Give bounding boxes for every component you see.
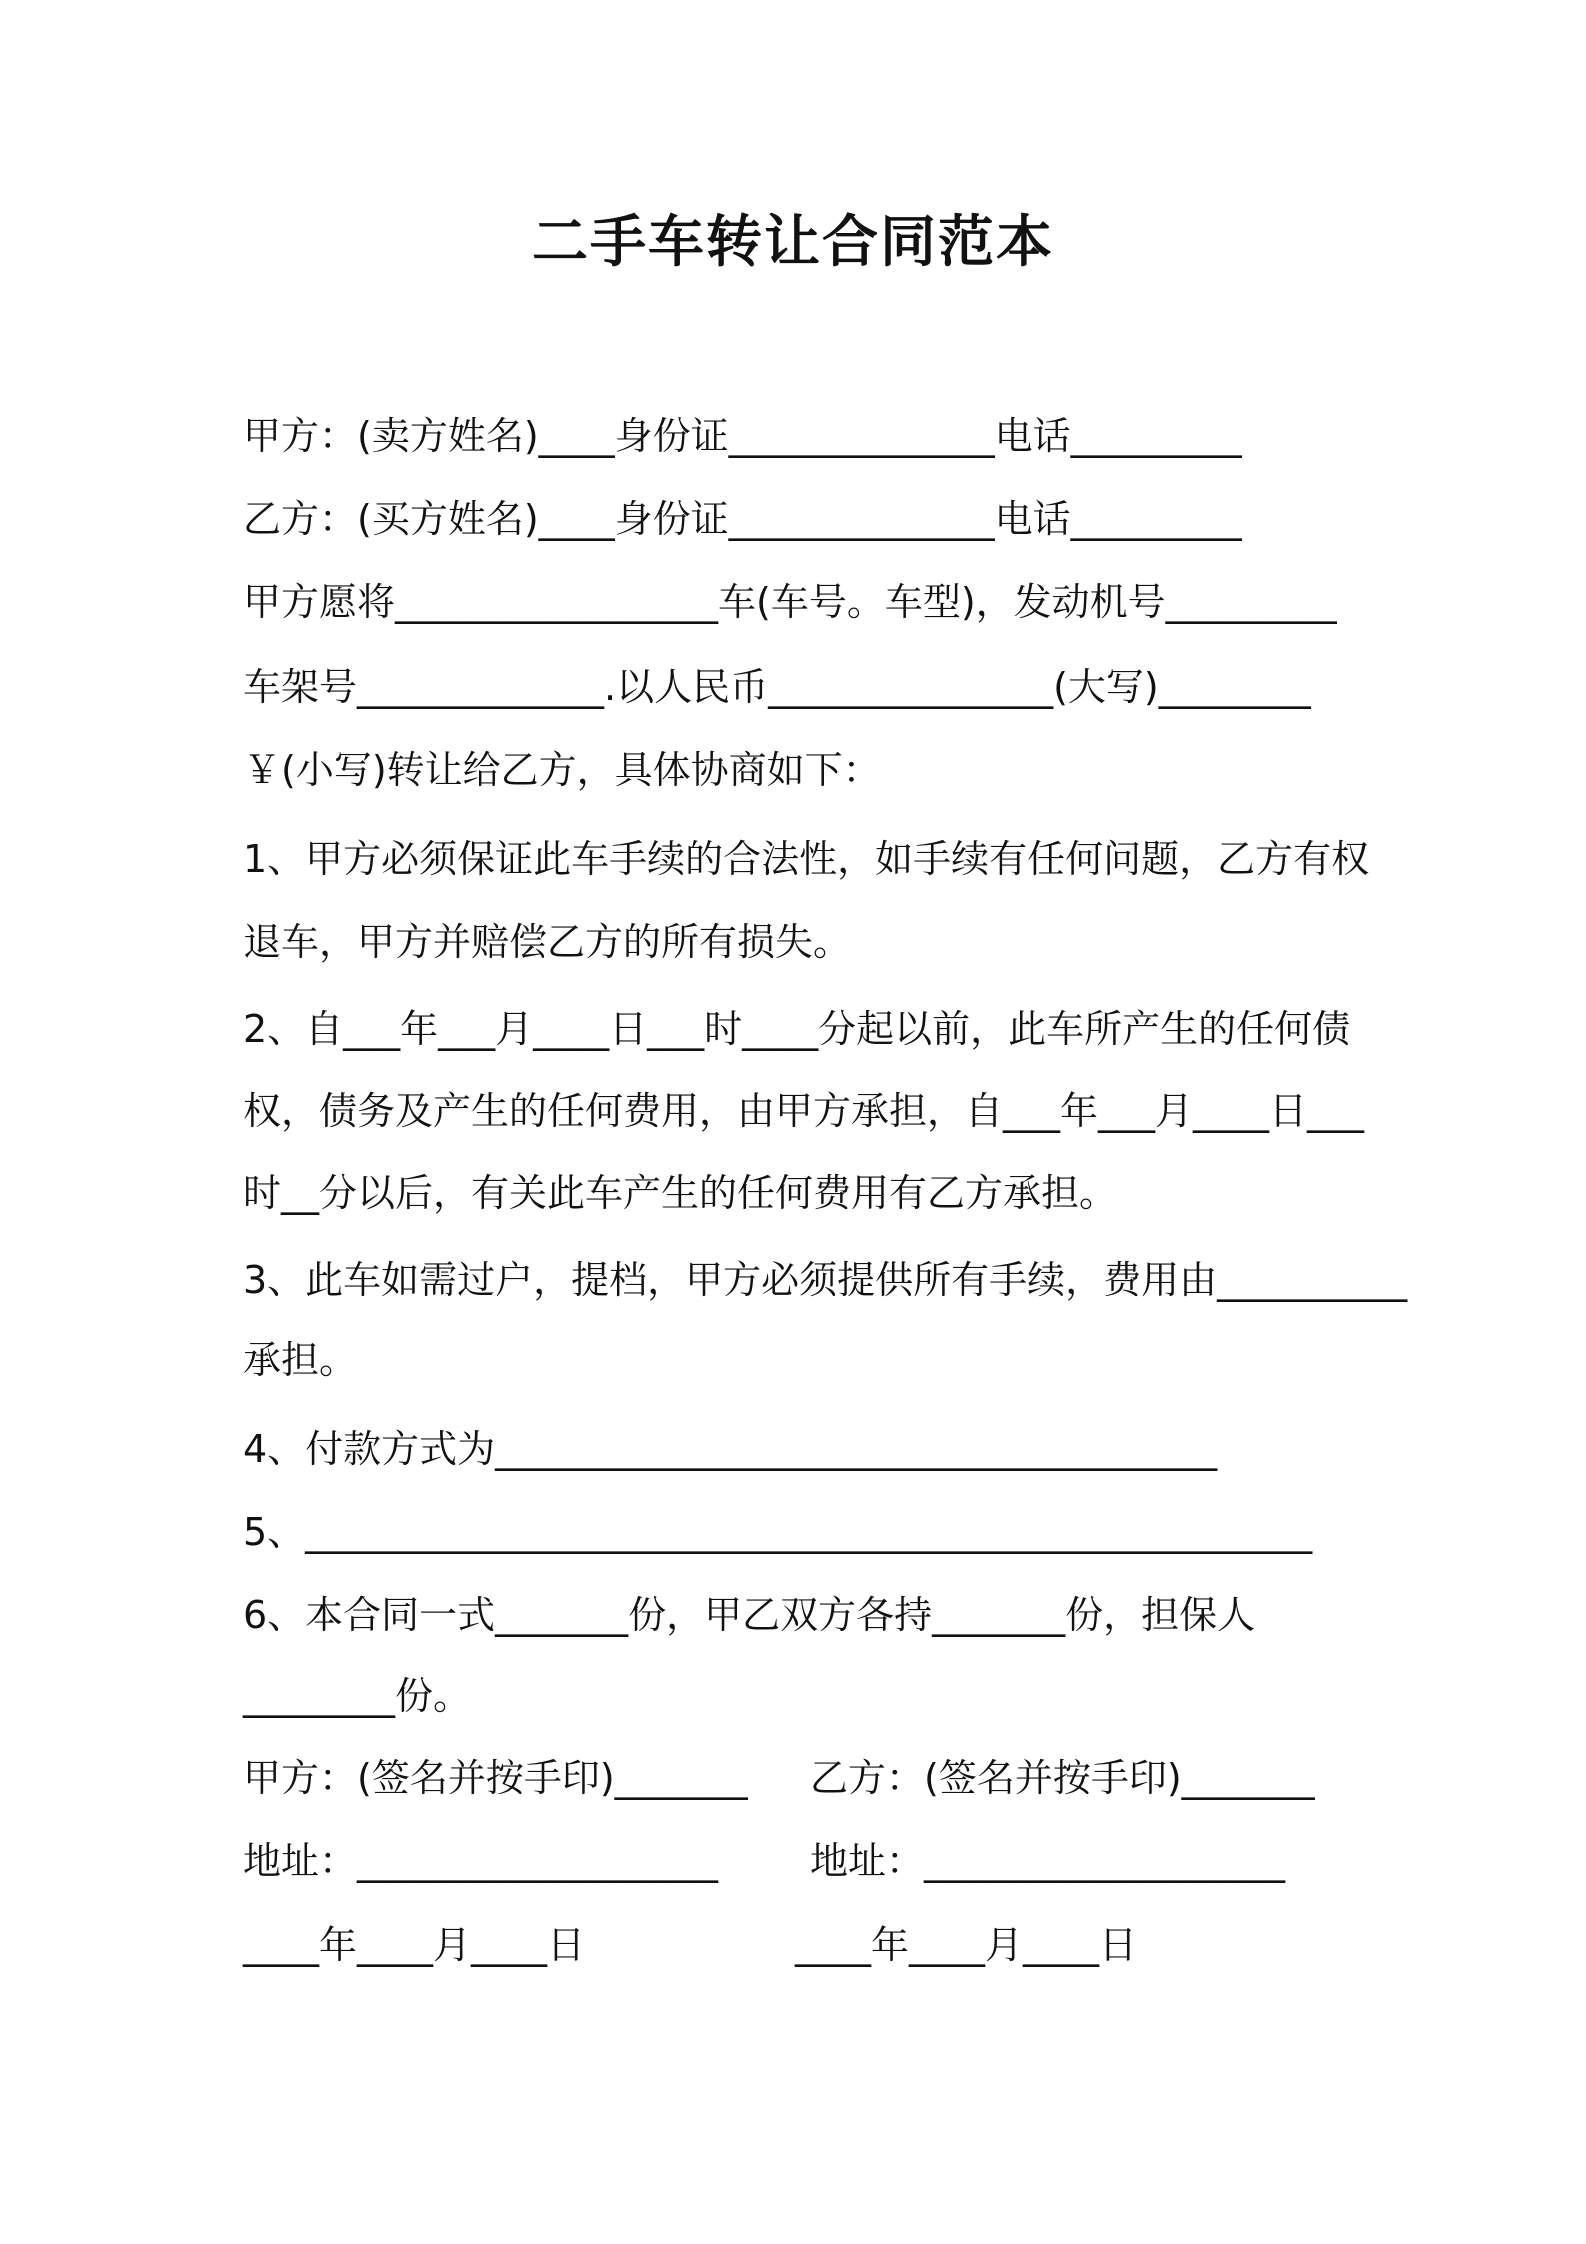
clause-5-line: 5、_____________________________________________________ (243, 1510, 1313, 1554)
clause-3-line-2: 承担。 (243, 1338, 358, 1382)
vehicle-line: 甲方愿将_________________车(车号。车型)，发动机号_________ (243, 580, 1337, 624)
transfer-intro-line: ￥(小写)转让给乙方，具体协商如下： (243, 748, 881, 792)
page-title: 二手车转让合同范本 (532, 210, 1054, 275)
party-a-signature: 甲方：(签名并按手印)_______ (243, 1756, 748, 1800)
clause-1-line-1: 1、甲方必须保证此车手续的合法性，如手续有任何问题，乙方有权 (243, 837, 1370, 881)
party-a-date: ____年____月____日 (243, 1923, 586, 1967)
party-b-date: ____年____月____日 (795, 1923, 1138, 1967)
party-b-signature: 乙方：(签名并按手印)_______ (810, 1756, 1315, 1800)
party-a-line: 甲方：(卖方姓名)____身份证______________电话_________ (243, 414, 1242, 458)
party-b-address: 地址：___________________ (810, 1839, 1286, 1883)
clause-2-line-2: 权，债务及产生的任何费用，由甲方承担，自___年___月____日___ (243, 1089, 1365, 1133)
party-b-line: 乙方：(买方姓名)____身份证______________电话_________ (243, 497, 1242, 541)
clause-2-line-1: 2、自___年___月____日___时____分起以前，此车所产生的任何债 (243, 1007, 1351, 1051)
clause-3-line-1: 3、此车如需过户，提档，甲方必须提供所有手续，费用由__________ (243, 1258, 1408, 1302)
clause-1-line-2: 退车，甲方并赔偿乙方的所有损失。 (243, 920, 852, 964)
chassis-price-line: 车架号_____________.以人民币_______________(大写)________ (243, 665, 1311, 709)
clause-6-line-2: ________份。 (243, 1674, 472, 1718)
party-a-address: 地址：___________________ (243, 1839, 719, 1883)
clause-2-line-3: 时__分以后，有关此车产生的任何费用有乙方承担。 (243, 1171, 1118, 1215)
clause-6-line-1: 6、本合同一式_______份，甲乙双方各持_______份，担保人 (243, 1593, 1256, 1637)
clause-4-line: 4、付款方式为______________________________________ (243, 1427, 1218, 1471)
